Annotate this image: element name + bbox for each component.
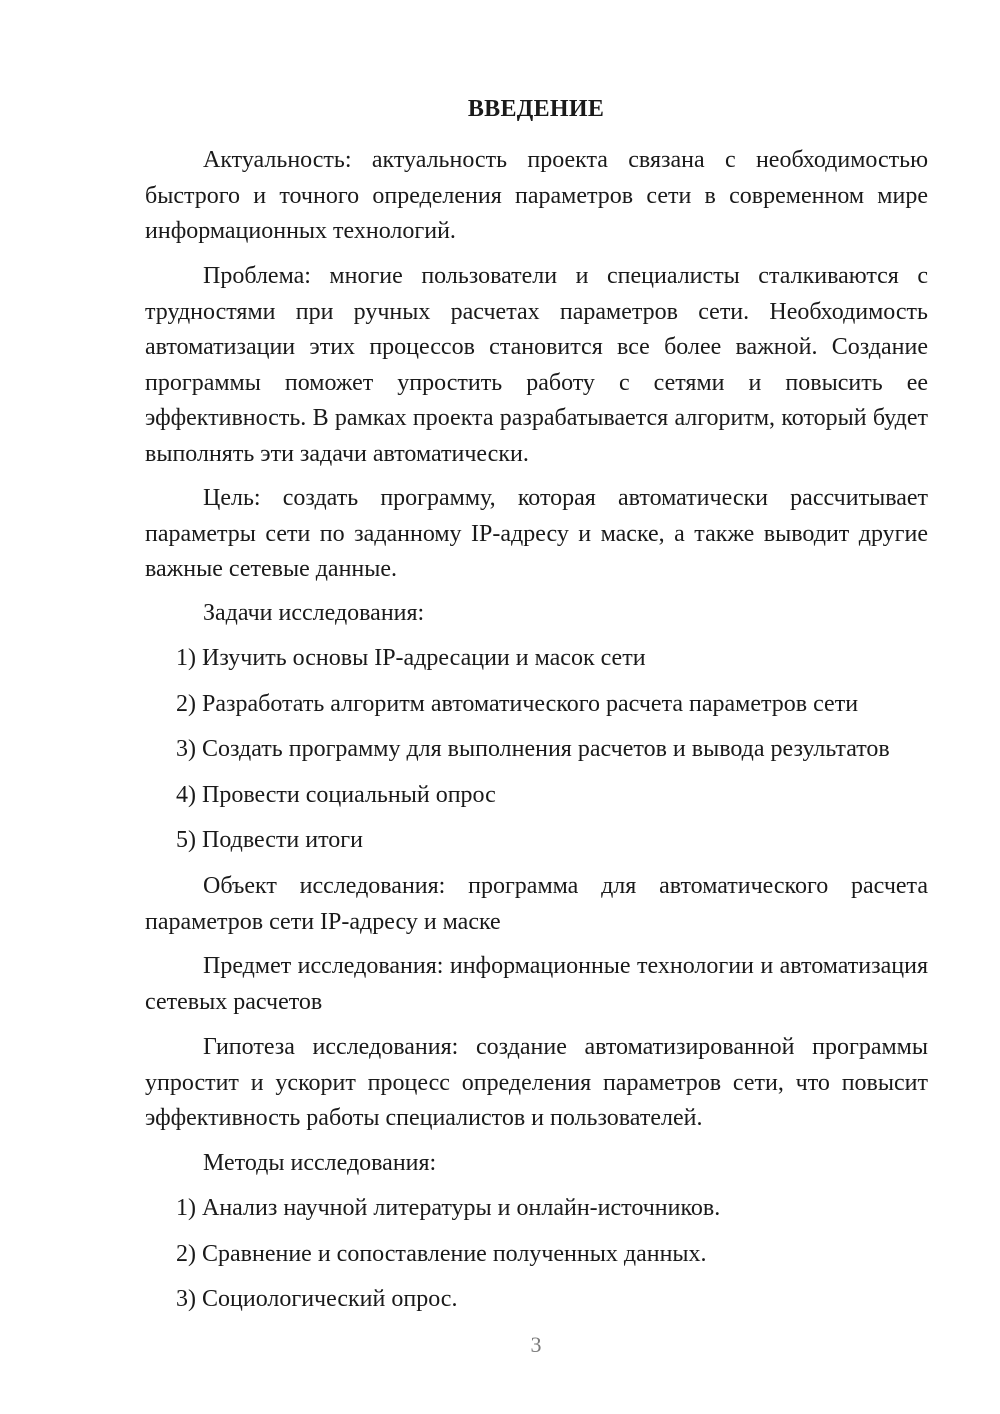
task-item: 5) Подвести итоги (176, 827, 363, 853)
paragraph-problem: Проблема: многие пользователи и специалисты сталкиваются с трудностями при ручных расчетах параметров сети. Необходимость автоматизации этих процессов становится все более важной. Создание программы поможет упростить работу с сетями и повысить ее эффективность. В рамках проекта разрабатывается алгоритм, который будет выполнять эти задачи автоматически. (145, 263, 928, 467)
paragraph-subject: Предмет исследования: информационные технологии и автоматизация сетевых расчетов (145, 953, 928, 1015)
task-item: 4) Провести социальный опрос (176, 782, 496, 808)
paragraph-goal: Цель: создать программу, которая автоматически рассчитывает параметры сети по заданному IP-адресу и маске, а также выводит другие важные сетевые данные. (145, 485, 928, 582)
task-item: 3) Создать программу для выполнения расчетов и вывода результатов (176, 736, 890, 762)
tasks-heading: Задачи исследования: (203, 600, 425, 626)
paragraph-hypothesis: Гипотеза исследования: создание автоматизированной программы упростит и ускорит процесс определения параметров сети, что повысит эффективность работы специалистов и пользователей. (145, 1034, 928, 1131)
page-title: ВВЕДЕНИЕ (467, 96, 605, 122)
method-item: 2) Сравнение и сопоставление полученных данных. (176, 1241, 707, 1267)
methods-heading: Методы исследования: (203, 1150, 437, 1176)
method-item: 1) Анализ научной литературы и онлайн-источников. (176, 1195, 721, 1221)
method-item: 3) Социологический опрос. (176, 1286, 458, 1312)
task-item: 2) Разработать алгоритм автоматического расчета параметров сети (176, 691, 859, 717)
paragraph-object: Объект исследования: программа для автоматического расчета параметров сети IP-адресу и маске (145, 873, 928, 935)
paragraph-actuality: Актуальность: актуальность проекта связана с необходимостью быстрого и точного определения параметров сети в современном мире информационных технологий. (145, 147, 928, 244)
task-item: 1) Изучить основы IP-адресации и масок сети (176, 645, 646, 671)
page-number: 3 (530, 1332, 542, 1357)
